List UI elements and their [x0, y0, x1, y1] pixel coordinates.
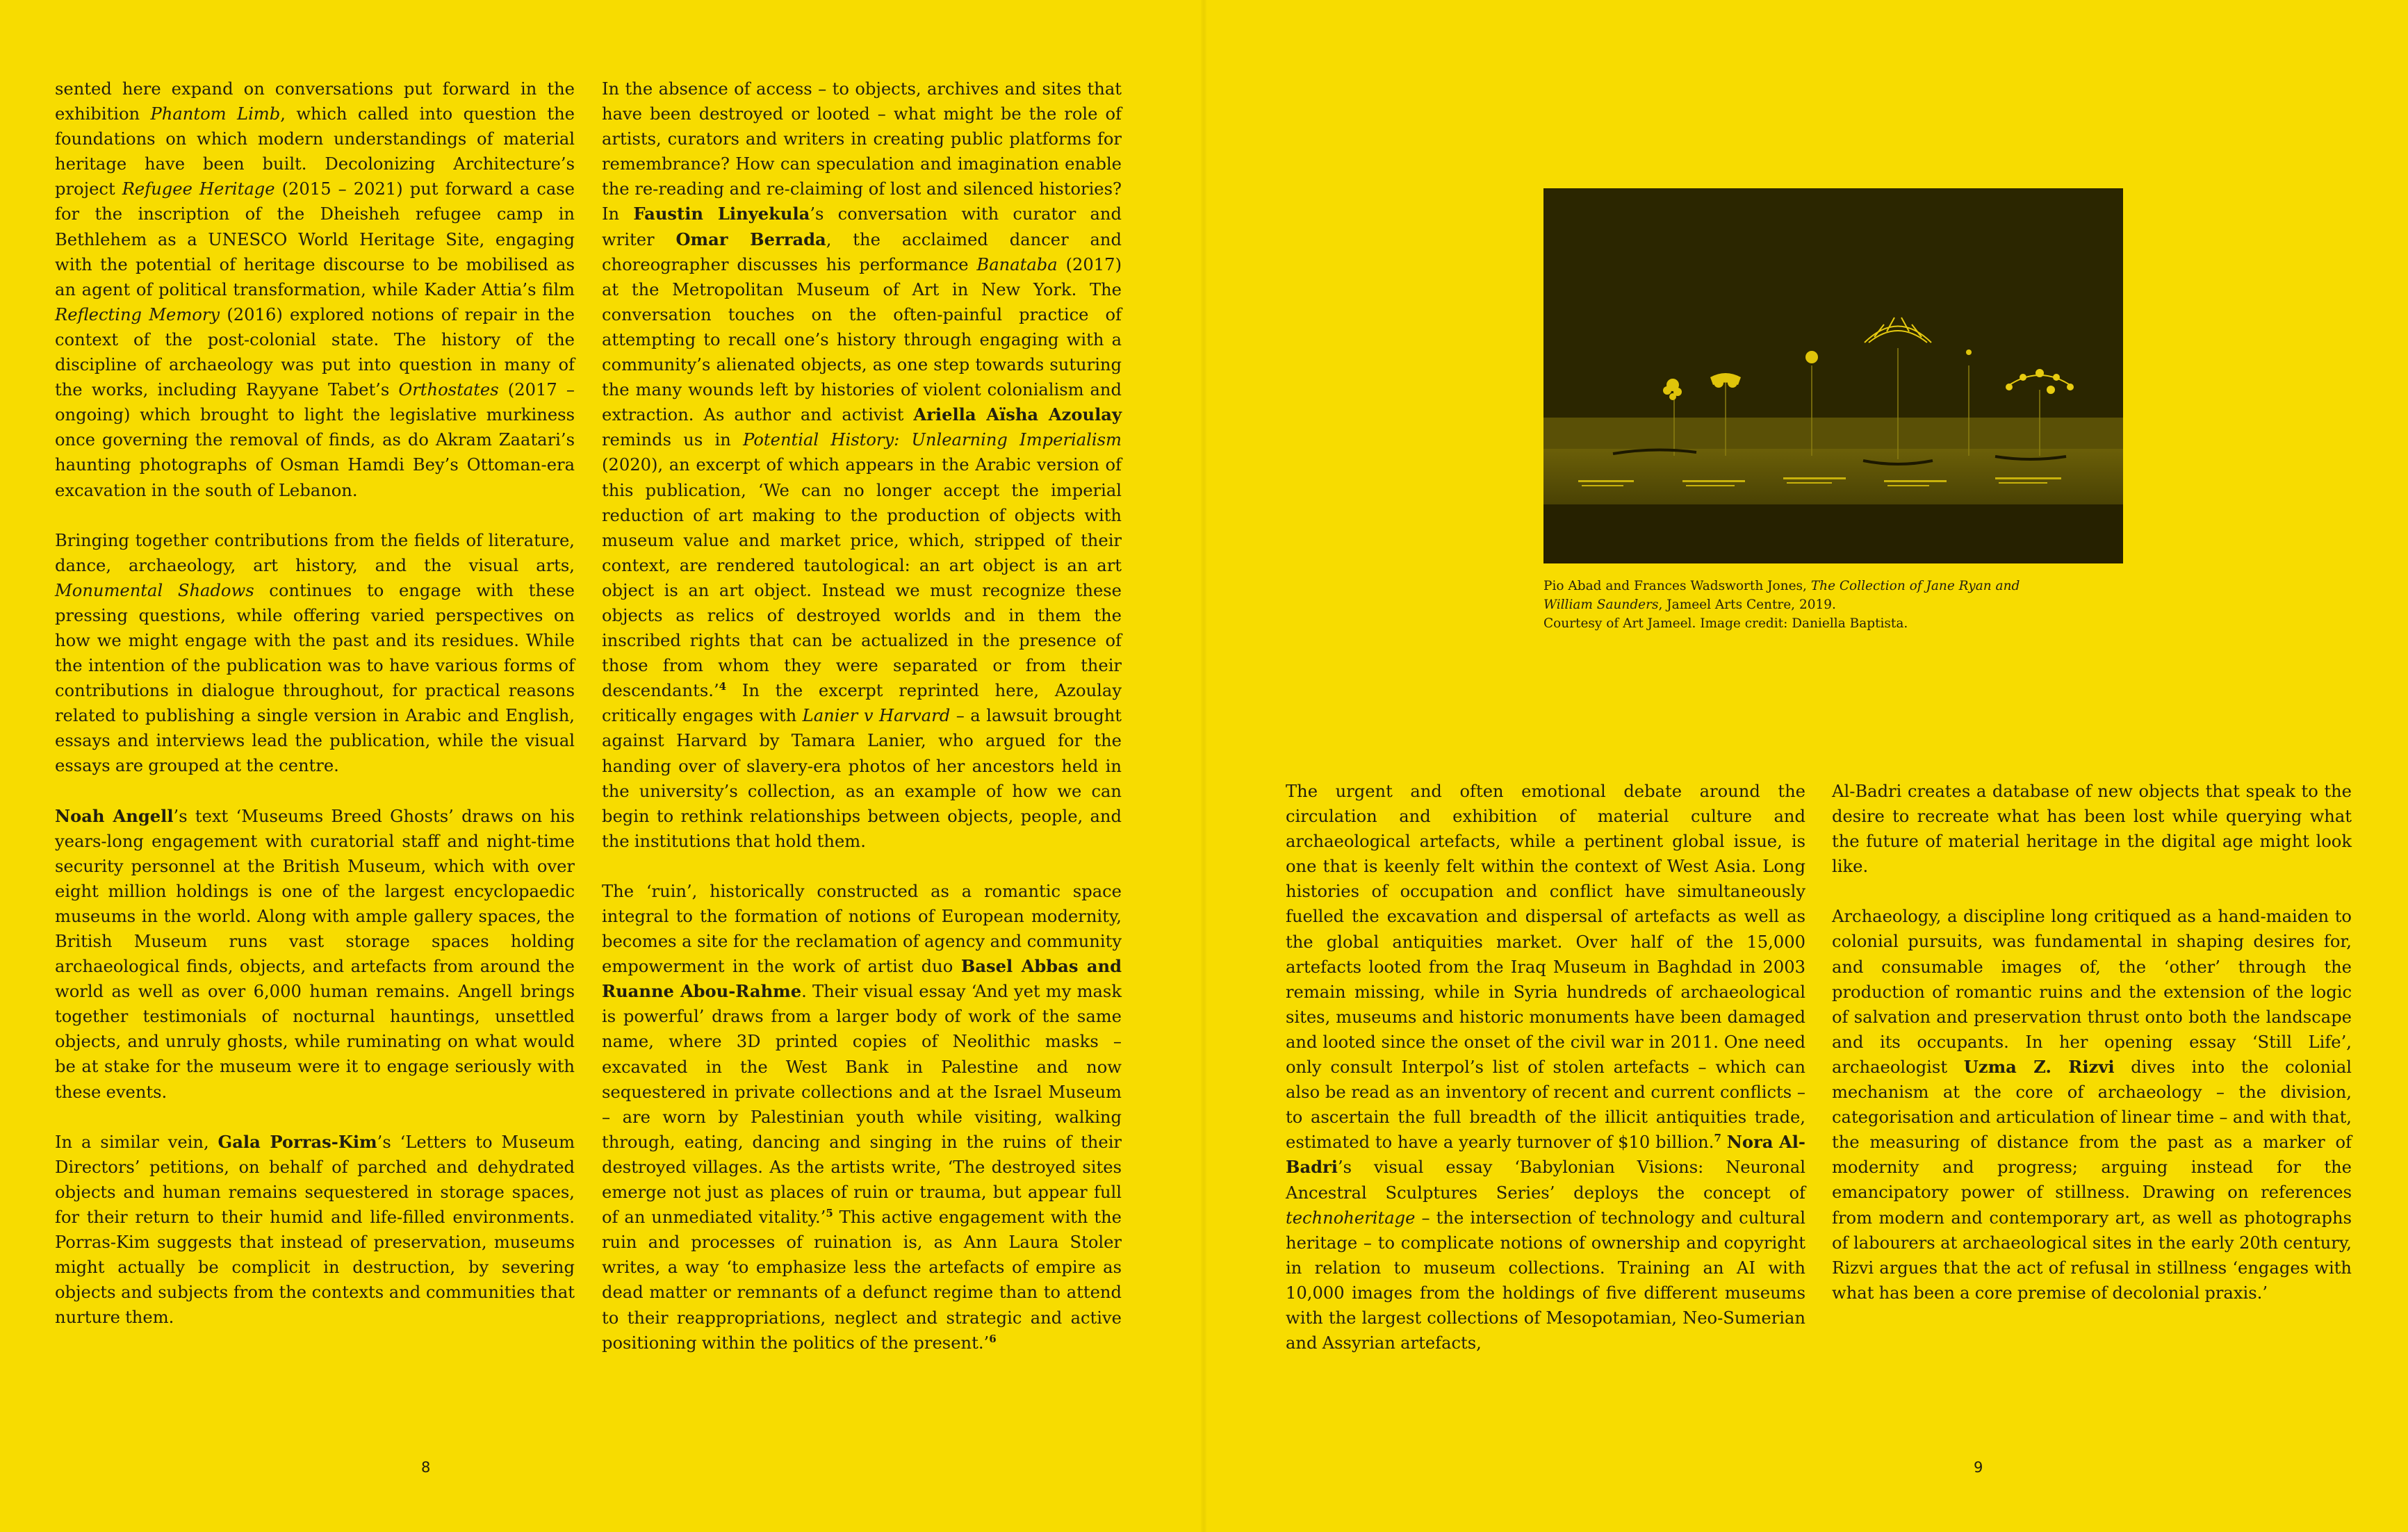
- paragraph: Bringing together contributions from the fields of literature, dance, archaeology, art history, and the visual arts, Monumental Shadows continues to engage with these pressing questions, while offering varied perspectives on how we might engage with the past and its residues. While the intention of the publication was to have various forms of contributions in dialogue throughout, for practical reasons related to publishing a single version in Arabic and English, essays and interviews lead the publication, while the visual essays are grouped at the centre.: [55, 530, 575, 776]
- left-page-number: 8: [421, 1459, 431, 1476]
- caption-line: Courtesy of Art Jameel. Image credit: Daniella Baptista.: [1543, 616, 1908, 631]
- paragraph: Al-Badri creates a database of new objects that speak to the desire to recreate what has been lost while querying what the future of material heritage in the digital age might look like.: [1832, 782, 2352, 877]
- page-gutter: [1201, 0, 1206, 1532]
- left-page-column-2: [602, 76, 1122, 1356]
- paragraph: sented here expand on conversations put forward in the exhibition Phantom Limb, which called into question the foundations on which modern understandings of material heritage have been built. Decolonizing Architecture’s project Refugee Heritage (2015 – 2021) put forward a case for the inscription of the Dheisheh refugee camp in Bethlehem as a UNESCO World Heritage Site, engaging with the potential of heritage discourse to be mobilised as an agent of political transformation, while Kader Attia’s film Reflecting Memory (2016) explored notions of repair in the context of the post-colonial state. The history of the discipline of archaeology was put into question in many of the works, including Rayyane Tabet’s Orthostates (2017 – ongoing) which brought to light the legislative murkiness once governing the removal of finds, as do Akram Zaatari’s haunting photographs of Osman Hamdi Bey’s Ottoman-era excavation in the south of Lebanon.: [55, 79, 575, 500]
- paragraph: The ‘ruin’, historically constructed as a romantic space integral to the formation of notions of European modernity, becomes a site for the reclamation of agency and community empowerment in the work of artist duo Basel Abbas and Ruanne Abou-Rahme. Their visual essay ‘And yet my mask is powerful’ draws from a larger body of work of the same name, where 3D printed copies of Neolithic masks – excavated in the West Bank in Palestine and now sequestered in private collections and at the Israel Museum – are worn by Palestinian youth while visiting, walking through, eating, dancing and singing in the ruins of their destroyed villages. As the artists write, ‘The destroyed sites emerge not just as places of ruin or trauma, but appear full of an unmediated vitality.’$^5$ This active engagement with the ruin and processes of ruination is, as Ann Laura Stoler writes, a way ‘to emphasize less the artefacts of empire as dead matter or remnants of a defunct regime than to attend to their reappropriations, neglect and strategic and active positioning within the politics of the present.’$^6$: [602, 881, 1122, 1353]
- caption-line: Pio Abad and Frances Wadsworth Jones, The Collection of Jane Ryan and: [1543, 579, 2020, 593]
- right-page-column-1: [1286, 779, 1805, 1356]
- photo-caption: [1543, 577, 2123, 633]
- paragraph: Archaeology, a discipline long critiqued as a hand-maiden to colonial pursuits, was fundamental in shaping desires for, and consumable images of, the ‘other’ through the production of romantic ruins and the extension of the logic of salvation and preservation thrust onto both the landscape and its occupants. In her opening essay ‘Still Life’, archaeologist Uzma Z. Rizvi dives into the colonial mechanism at the core of archaeology – the division, categorisation and articulation of linear time – and with that, the measuring of distance from the past as a marker of modernity and progress; arguing instead for the emancipatory power of stillness. Drawing on references from modern and contemporary art, as well as photographs of labourers at archaeological sites in the early 20th century, Rizvi argues that the act of refusal in stillness ‘engages with what has been a core premise of decolonial praxis.’: [1832, 907, 2352, 1303]
- right-page-number: 9: [1974, 1459, 1983, 1476]
- right-page-column-2: [1832, 779, 2352, 1306]
- left-page-column-1: [55, 76, 575, 1330]
- paragraph: The urgent and often emotional debate around the circulation and exhibition of material culture and archaeological artefacts, while a pertinent global issue, is one that is keenly felt within the context of West Asia. Long histories of occupation and conflict have simultaneously fuelled the excavation and dispersal of artefacts as well as the global antiquities market. Over half of the 15,000 artefacts looted from the Iraq Museum in Baghdad in 2003 remain missing, while in Syria hundreds of archaeological sites, museums and historic monuments have been damaged and looted since the onset of the civil war in 2011. One need only consult Interpol’s list of stolen artefacts – which can also be read as an inventory of recent and current conflicts – to ascertain the full breadth of the illicit antiquities trade, estimated to have a yearly turnover of $10 billion.$^7$ Nora Al-Badri’s visual essay ‘Babylonian Visions: Neuronal Ancestral Sculptures Series’ deploys the concept of technoheritage – the intersection of technology and cultural heritage – to complicate notions of ownership and copyright in relation to museum collections. Training an AI with 10,000 images from the holdings of five different museums with the largest collections of Mesopotamian, Neo-Sumerian and Assyrian artefacts,: [1286, 782, 1805, 1353]
- exhibition-photo: [1543, 188, 2123, 563]
- caption-line: William Saunders, Jameel Arts Centre, 2019.: [1543, 598, 1836, 612]
- paragraph: Noah Angell’s text ‘Museums Breed Ghosts’ draws on his years-long engagement with curatorial staff and night-time security personnel at the British Museum, which with over eight million holdings is one of the largest encyclopaedic museums in the world. Along with ample gallery spaces, the British Museum runs vast storage spaces holding archaeological finds, objects, and artefacts from around the world as well as over 6,000 human remains. Angell brings together testimonials of nocturnal hauntings, unsettled objects, and unruly ghosts, while ruminating on what would be at stake for the museum were it to engage seriously with these events.: [55, 805, 575, 1102]
- paragraph: In the absence of access – to objects, archives and sites that have been destroyed or looted – what might be the role of artists, curators and writers in creating public platforms for remembrance? How can speculation and imagination enable the re-reading and re-claiming of lost and silenced histories? In Faustin Linyekula’s conversation with curator and writer Omar Berrada, the acclaimed dancer and choreographer discusses his performance Banataba (2017) at the Metropolitan Museum of Art in New York. The conversation touches on the often-painful practice of attempting to recall one’s history through engaging with a community’s alienated objects, as one step towards suturing the many wounds left by histories of violent colonialism and extraction. As author and activist Ariella Aïsha Azoulay reminds us in Potential History: Unlearning Imperialism (2020), an excerpt of which appears in the Arabic version of this publication, ‘We can no longer accept the imperial reduction of art making to the production of objects with museum value and market price, which, stripped of their context, are rendered tautological: an art object is an art object is an art object. Instead we must recognize these objects as relics of destroyed worlds and in them the inscribed rights that can be actualized in the presence of those from whom they were separated or from their descendants.’$^4$ In the excerpt reprinted here, Azoulay critically engages with Lanier v Harvard – a lawsuit brought against Harvard by Tamara Lanier, who argued for the handing over of slavery-era photos of her ancestors held in the university’s collection, as an example of how we can begin to rethink relationships between objects, people, and the institutions that hold them.: [602, 79, 1122, 851]
- paragraph: In a similar vein, Gala Porras-Kim’s ‘Letters to Museum Directors’ petitions, on behalf of parched and dehydrated objects and human remains sequestered in storage spaces, for their return to their humid and life-filled environments. Porras-Kim suggests that instead of preservation, museums might actually be complicit in destruction, by severing objects and subjects from the contexts and communities that nurture them.: [55, 1131, 575, 1328]
